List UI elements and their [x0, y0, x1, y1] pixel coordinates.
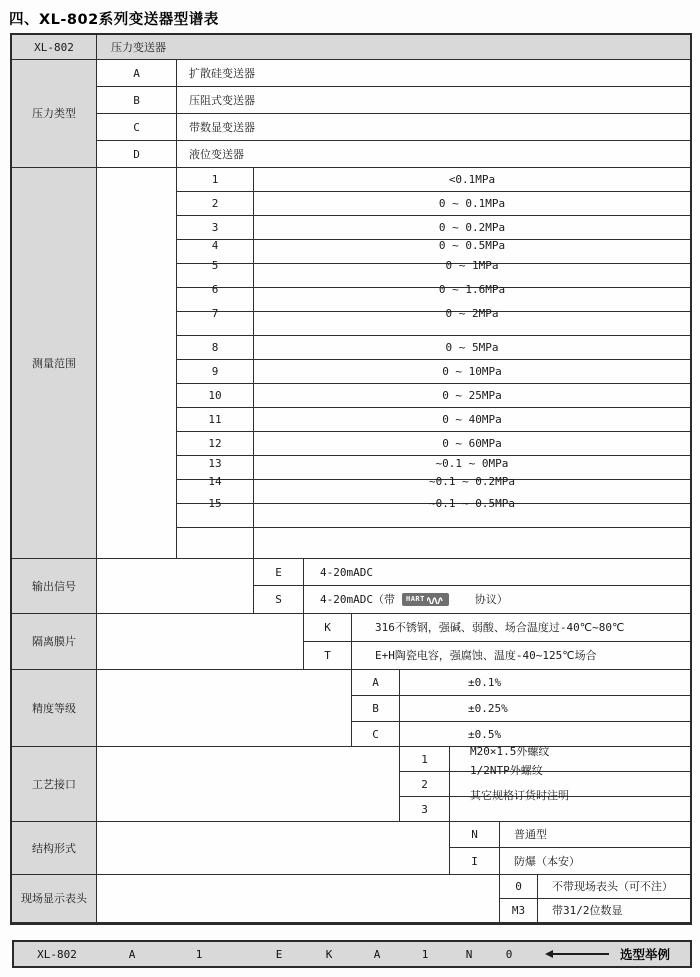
section-label-text: 工艺接口 — [32, 777, 76, 791]
left-arrow-icon — [545, 950, 609, 958]
desc-cell — [538, 899, 690, 923]
desc-text: 带31/2位数显 — [552, 904, 623, 917]
desc-text: <0.1MPa — [448, 173, 496, 186]
desc-text: 0 ~ 60MPa — [442, 437, 502, 450]
code-cell — [177, 408, 254, 432]
example-code: 1 — [421, 947, 429, 961]
desc-text: 316不锈钢，强碱、弱酸、场合温度过-40℃~80℃ — [375, 621, 625, 634]
code-cell — [400, 797, 450, 822]
section-label-display — [12, 875, 97, 923]
desc-text: 0 ~ 25MPa — [442, 389, 502, 402]
desc-cell — [254, 528, 690, 559]
desc-cell — [177, 114, 690, 141]
code-text: B — [372, 702, 379, 715]
code-text: K — [324, 621, 331, 634]
code-text: A — [372, 676, 379, 689]
code-text: 15 — [208, 497, 222, 510]
code-cell — [400, 747, 450, 772]
code-text: 12 — [208, 437, 222, 450]
desc-text: 0 ~ 2MPa — [445, 307, 499, 320]
code-cell — [177, 528, 254, 559]
desc-text: 防爆（本安） — [514, 854, 580, 868]
blank-cell — [97, 747, 400, 822]
section-label-diaphragm — [12, 614, 97, 670]
section-label-structure — [12, 822, 97, 875]
code-cell — [177, 336, 254, 360]
code-cell — [352, 696, 400, 722]
code-cell — [97, 114, 177, 141]
hart-logo-text: HART — [405, 595, 425, 603]
desc-cell — [400, 670, 690, 696]
code-cell — [97, 60, 177, 87]
code-text: T — [324, 649, 331, 662]
section-label-range — [12, 168, 97, 559]
code-cell — [97, 141, 177, 168]
section-label-text: 精度等级 — [32, 701, 76, 715]
desc-cell — [500, 822, 690, 848]
example-code: K — [325, 947, 333, 961]
code-text: 13 — [208, 457, 222, 470]
desc-cell — [177, 87, 690, 114]
model-selection-table — [10, 33, 692, 925]
desc-text: 0 ~ 40MPa — [442, 413, 502, 426]
blank-cell — [97, 614, 304, 670]
code-text: 3 — [421, 802, 428, 816]
code-cell — [400, 772, 450, 797]
code-cell — [97, 87, 177, 114]
desc-cell — [352, 614, 690, 642]
desc-text: ±0.1% — [468, 676, 502, 689]
desc-text: 0 ~ 5MPa — [445, 341, 499, 354]
code-cell — [177, 432, 254, 456]
desc-cell — [500, 848, 690, 875]
section-label-text: 结构形式 — [32, 841, 76, 855]
desc-text: ±0.25% — [468, 702, 508, 715]
desc-text: 压阻式变送器 — [189, 93, 255, 107]
code-text: S — [275, 593, 282, 606]
code-cell — [500, 875, 538, 899]
desc-text: 0 ~ 0.1MPa — [438, 197, 506, 210]
desc-text: ±0.5% — [468, 727, 502, 741]
sine-wave-icon — [427, 595, 445, 604]
desc-cell — [450, 788, 690, 822]
example-code: 1 — [195, 947, 203, 961]
code-cell — [352, 670, 400, 696]
desc-text: 0 ~ 0.2MPa — [438, 221, 506, 234]
desc-text: ~0.1 ~ 0.2MPa — [428, 475, 516, 488]
section-label-text: 输出信号 — [32, 579, 76, 593]
header-model-text: XL-802 — [34, 40, 74, 54]
section-label-pressure_type — [12, 60, 97, 168]
code-text: 6 — [211, 283, 219, 296]
section-label-output — [12, 559, 97, 614]
desc-text: ~0.1 ~ 0.5MPa — [428, 497, 516, 510]
blank-cell — [97, 559, 254, 614]
section-label-text: 隔离膜片 — [32, 635, 76, 648]
blank-cell — [97, 875, 500, 923]
desc-cell — [254, 307, 690, 336]
code-text: 10 — [208, 389, 222, 402]
example-code: XL-802 — [37, 947, 77, 961]
code-cell — [450, 848, 500, 875]
code-text: E — [275, 565, 282, 579]
desc-cell — [254, 168, 690, 192]
desc-text: 0 ~ 0.5MPa — [438, 239, 506, 252]
code-text: 2 — [421, 777, 428, 791]
desc-text: 4-20mADC（带 — [320, 593, 395, 606]
section-label-text: 压力类型 — [32, 107, 76, 120]
code-cell — [177, 307, 254, 336]
desc-text: M20×1.5外螺纹 — [470, 744, 550, 758]
desc-cell — [304, 586, 690, 614]
desc-text: 其它规格订货时注明 — [470, 788, 569, 802]
blank-cell — [97, 670, 352, 747]
code-cell — [450, 822, 500, 848]
example-code: N — [465, 947, 473, 961]
code-cell — [177, 497, 254, 528]
code-text: N — [471, 828, 478, 841]
code-text: 2 — [211, 197, 219, 210]
desc-text: 协议） — [474, 593, 508, 606]
desc-cell — [177, 60, 690, 87]
desc-cell — [254, 336, 690, 360]
desc-text: 4-20mADC — [320, 565, 373, 579]
code-text: 7 — [211, 307, 219, 320]
desc-text: 1/2NTP外螺纹 — [470, 763, 543, 777]
code-cell — [304, 642, 352, 670]
code-text: 1 — [421, 752, 428, 766]
code-text: 14 — [208, 475, 222, 488]
code-text: D — [133, 147, 140, 161]
desc-text: 0 ~ 1MPa — [445, 259, 499, 272]
desc-text: 带数显变送器 — [189, 120, 255, 134]
desc-text: 液位变送器 — [189, 147, 244, 161]
code-cell — [352, 722, 400, 747]
code-cell — [500, 899, 538, 923]
section-label-accuracy — [12, 670, 97, 747]
desc-text: E+H陶瓷电容，强腐蚀、温度-40~125℃场合 — [375, 649, 597, 662]
code-text: 8 — [211, 341, 219, 354]
desc-cell — [352, 642, 690, 670]
desc-text: 0 ~ 1.6MPa — [438, 283, 506, 296]
desc-text: 普通型 — [514, 828, 547, 841]
example-label: 选型举例 — [620, 947, 671, 962]
code-text: 11 — [208, 413, 222, 426]
example-code: E — [275, 947, 283, 961]
example-bar — [12, 940, 692, 968]
desc-text: 不带现场表头（可不注） — [552, 880, 673, 893]
desc-text: 0 ~ 10MPa — [442, 365, 502, 378]
blank-cell — [97, 822, 450, 875]
code-cell — [177, 216, 254, 240]
code-cell — [177, 168, 254, 192]
desc-text: ~0.1 ~ 0MPa — [435, 457, 509, 470]
desc-cell — [400, 696, 690, 722]
code-cell — [177, 360, 254, 384]
code-cell — [177, 192, 254, 216]
code-cell — [304, 614, 352, 642]
code-text: B — [133, 93, 140, 107]
desc-cell — [177, 141, 690, 168]
code-text: C — [372, 727, 379, 741]
header-name-cell — [97, 35, 690, 60]
page-title: 四、XL-802系列变送器型谱表 — [9, 12, 219, 28]
blank-cell — [97, 168, 177, 559]
code-text: C — [133, 120, 140, 134]
section-label-process — [12, 747, 97, 822]
desc-cell — [254, 360, 690, 384]
section-label-text: 现场显示表头 — [21, 892, 87, 905]
desc-cell — [400, 722, 690, 747]
code-text: 3 — [211, 221, 219, 234]
desc-cell — [254, 497, 690, 528]
code-text: 9 — [211, 365, 219, 378]
code-text: I — [471, 854, 478, 868]
desc-cell — [304, 559, 690, 586]
example-code: 0 — [505, 947, 513, 961]
header-model-cell — [12, 35, 97, 60]
code-text: 4 — [211, 239, 219, 252]
desc-cell — [254, 432, 690, 456]
desc-cell — [254, 216, 690, 240]
code-text: 5 — [211, 259, 219, 272]
code-text: A — [133, 66, 140, 80]
example-code: A — [128, 947, 136, 961]
hart-protocol-logo — [402, 593, 449, 606]
code-text: 0 — [515, 880, 522, 893]
desc-cell — [254, 408, 690, 432]
code-text: M3 — [511, 904, 526, 917]
code-cell — [254, 586, 304, 614]
desc-cell — [254, 192, 690, 216]
code-text: 1 — [211, 173, 219, 186]
code-cell — [254, 559, 304, 586]
desc-cell — [538, 875, 690, 899]
example-code: A — [373, 947, 381, 961]
section-label-text: 测量范围 — [32, 356, 76, 370]
desc-text: 扩散硅变送器 — [189, 66, 255, 80]
header-name-text: 压力变送器 — [111, 40, 166, 54]
code-cell — [177, 384, 254, 408]
desc-cell — [254, 384, 690, 408]
